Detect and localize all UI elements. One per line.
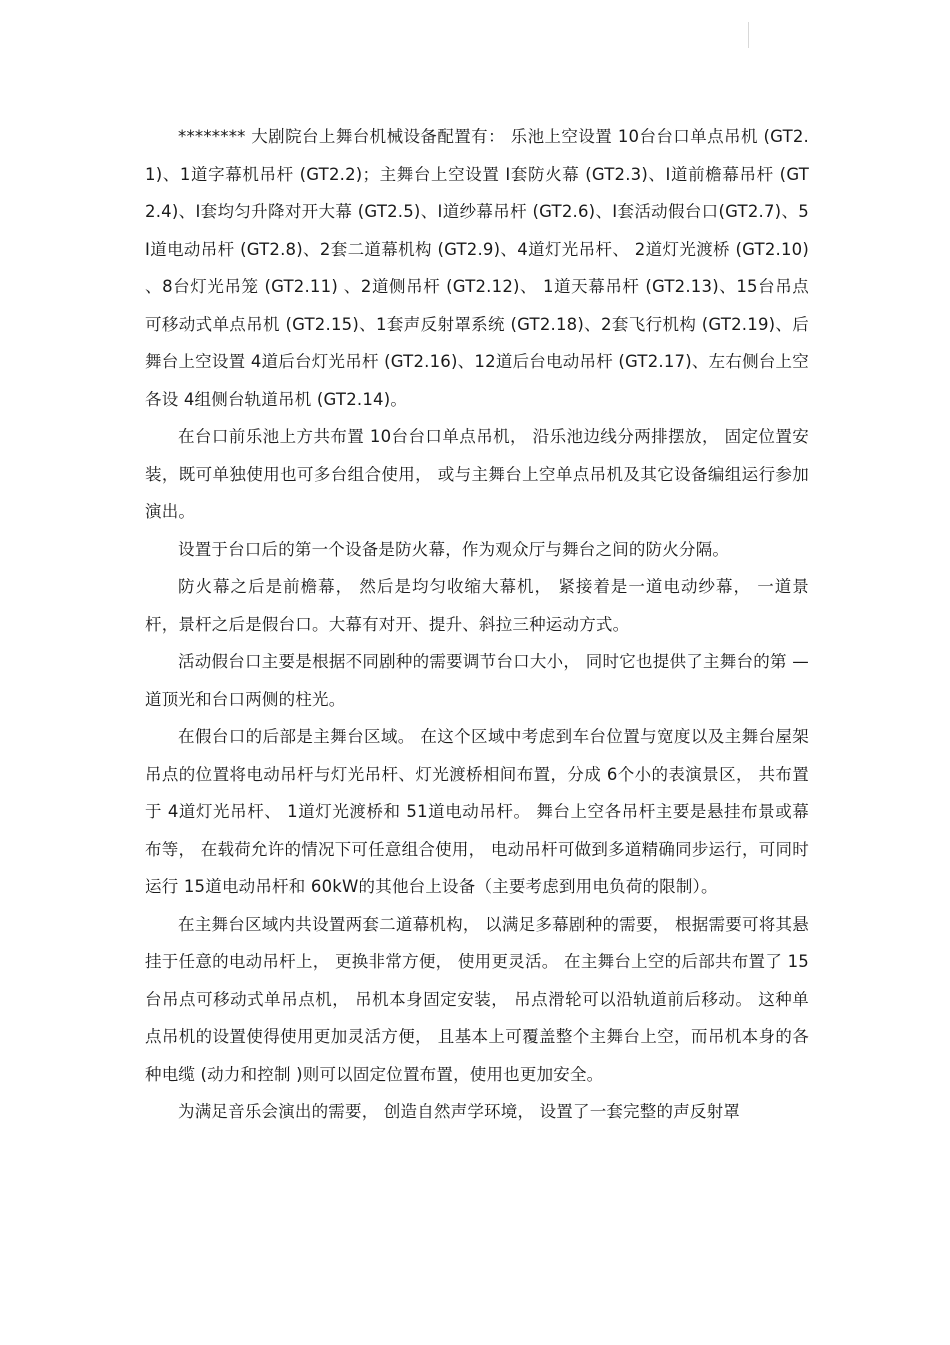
paragraph-curtain-sequence: 防火幕之后是前檐幕， 然后是均匀收缩大幕机， 紧接着是一道电动纱幕， 一道景杆，景杆之后是假台口。大幕有对开、提升、斜拉三种运动方式。 — [145, 577, 809, 634]
page-corner-mark — [748, 22, 749, 48]
paragraph-false-proscenium: 活动假台口主要是根据不同剧种的需要调节台口大小， 同时它也提供了主舞台的第 — 道顶光和台口两侧的柱光。 — [145, 652, 809, 709]
paragraph-equipment-overview: ******** 大剧院台上舞台机械设备配置有： 乐池上空设置 10台台口单点吊机 (GT2.1)、1道字幕机吊杆 (GT2.2)；主舞台上空设置 I套防火幕 (GT2.3)、I道前檐幕吊杆 (GT2.4)、I套均匀升降对开大幕 (GT2.5)、I道纱幕吊杆 (GT2.6)、I套活动假台口(GT2.7)、5I道电动吊杆 (GT2.8)、2套二道幕机构 (GT2.9)、4道灯光吊杆、 2道灯光渡桥 (GT2.10) 、8台灯光吊笼 (GT2.11) 、2道侧吊杆 (GT2.12)、 1道天幕吊杆 (GT2.13)、15台吊点可移动式单点吊机 (GT2.15)、1套声反射罩系统 (GT2.18)、2套飞行机构 (GT2.19)、后舞台上空设置 4道后台灯光吊杆 (GT2.16)、12道后台电动吊杆 (GT2.17)、左右侧台上空各设 4组侧台轨道吊机 (GT2.14)。 — [145, 127, 809, 409]
paragraph-main-stage-area: 在假台口的后部是主舞台区域。 在这个区域中考虑到车台位置与宽度以及主舞台屋架吊点的位置将电动吊杆与灯光吊杆、灯光渡桥相间布置，分成 6个小的表演景区， 共布置于 4道灯光吊杆、 1道灯光渡桥和 51道电动吊杆。 舞台上空各吊杆主要是悬挂布景或幕布等， 在载荷允许的情况下可任意组合使用， 电动吊杆可做到多道精确同步运行，可同时运行 15道电动吊杆和 60kW的其他台上设备（主要考虑到用电负荷的限制）。 — [145, 727, 809, 896]
document-body — [145, 118, 809, 1131]
paragraph-second-curtain-mechanism: 在主舞台区域内共设置两套二道幕机构， 以满足多幕剧种的需要， 根据需要可将其悬挂于任意的电动吊杆上， 更换非常方便， 使用更灵活。 在主舞台上空的后部共布置了 15台吊点可移动式单吊点机， 吊机本身固定安装， 吊点滑轮可以沿轨道前后移动。 这种单点吊机的设置使得使用更加灵活方便， 且基本上可覆盖整个主舞台上空，而吊机本身的各种电缆 (动力和控制 )则可以固定位置布置，使用也更加安全。 — [145, 914, 809, 1084]
paragraph-orchestra-pit-hoists: 在台口前乐池上方共布置 10台台口单点吊机， 沿乐池边线分两排摆放， 固定位置安装，既可单独使用也可多台组合使用， 或与主舞台上空单点吊机及其它设备编组运行参加演出。 — [145, 427, 809, 521]
paragraph-acoustic-shell: 为满足音乐会演出的需要， 创造自然声学环境， 设置了一套完整的声反射罩 — [178, 1102, 740, 1121]
paragraph-fire-curtain: 设置于台口后的第一个设备是防火幕，作为观众厅与舞台之间的防火分隔。 — [178, 539, 730, 559]
